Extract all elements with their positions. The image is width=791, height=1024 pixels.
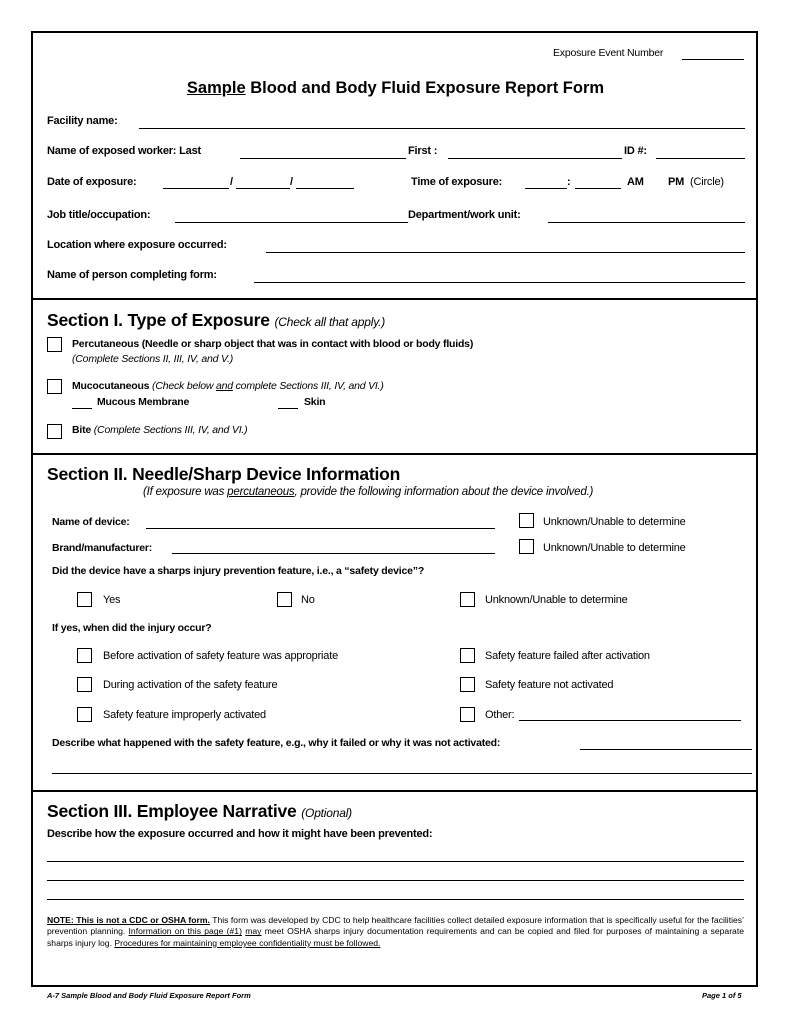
date-slash: / bbox=[230, 176, 233, 188]
mucocutaneous-note-a: (Check below bbox=[152, 380, 216, 392]
failed-after-activation-label: Safety feature failed after activation bbox=[485, 650, 650, 662]
am-option[interactable]: AM bbox=[627, 176, 644, 188]
mucocutaneous-note-and: and bbox=[215, 380, 233, 392]
other-checkbox[interactable] bbox=[460, 707, 475, 722]
form-title bbox=[0, 79, 791, 98]
title-sample-word: Sample bbox=[186, 79, 246, 97]
form-border bbox=[31, 31, 758, 987]
section3-title-text: Section III. Employee Narrative bbox=[47, 801, 297, 821]
device-name-field[interactable] bbox=[146, 528, 495, 529]
note-text-2: meet OSHA sharps injury documentation requirements and can be copied and filed for purposes of maintaining a separate sharps injury log. bbox=[47, 926, 744, 948]
job-title-field[interactable] bbox=[175, 222, 408, 223]
date-slash: / bbox=[290, 176, 293, 188]
date-month-field[interactable] bbox=[163, 188, 229, 189]
note-text-1: This form was developed by CDC to help healthcare facilities collect detailed exposure information that is specifically useful for the facilities’ prevention planning. bbox=[47, 915, 744, 937]
mucous-membrane-label: Mucous Membrane bbox=[97, 396, 190, 408]
section1-title bbox=[47, 310, 385, 331]
safety-unknown-label: Unknown/Unable to determine bbox=[485, 594, 628, 606]
worker-id-field[interactable] bbox=[656, 158, 745, 159]
department-field[interactable] bbox=[548, 222, 745, 223]
worker-id-label: ID #: bbox=[624, 145, 647, 157]
before-activation-label: Before activation of safety feature was appropriate bbox=[103, 650, 338, 662]
during-activation-checkbox[interactable] bbox=[77, 677, 92, 692]
pm-option[interactable]: PM bbox=[668, 176, 685, 188]
mucocutaneous-checkbox[interactable] bbox=[47, 379, 62, 394]
time-colon: : bbox=[567, 176, 571, 188]
safety-no-checkbox[interactable] bbox=[277, 592, 292, 607]
narrative-line-2[interactable] bbox=[47, 880, 744, 881]
safety-yes-label: Yes bbox=[103, 594, 121, 606]
narrative-line-3[interactable] bbox=[47, 899, 744, 900]
failed-after-activation-checkbox[interactable] bbox=[460, 648, 475, 663]
department-label: Department/work unit: bbox=[408, 209, 521, 221]
narrative-line-1[interactable] bbox=[47, 861, 744, 862]
bite-label bbox=[72, 424, 247, 436]
before-activation-checkbox[interactable] bbox=[77, 648, 92, 663]
mucocutaneous-label bbox=[72, 380, 384, 392]
date-of-exposure-label: Date of exposure: bbox=[47, 176, 137, 188]
bite-text: Bite bbox=[72, 424, 92, 436]
disclaimer-note bbox=[47, 915, 744, 949]
section3-title bbox=[47, 801, 352, 822]
safety-no-label: No bbox=[301, 594, 315, 606]
time-of-exposure-label: Time of exposure: bbox=[411, 176, 503, 188]
note-procedures: Procedures for maintaining employee confidentiality must be followed. bbox=[114, 937, 381, 948]
completer-name-label: Name of person completing form: bbox=[47, 269, 217, 281]
percutaneous-label: Percutaneous (Needle or sharp object that was in contact with blood or body fluids) bbox=[72, 338, 474, 350]
section2-intro-b: percutaneous bbox=[227, 486, 295, 498]
exposure-event-number-field[interactable] bbox=[682, 59, 744, 60]
bite-checkbox[interactable] bbox=[47, 424, 62, 439]
other-label: Other: bbox=[485, 709, 515, 721]
describe-safety-label: Describe what happened with the safety feature, e.g., why it failed or why it was not activated: bbox=[52, 737, 501, 749]
device-unknown-label: Unknown/Unable to determine bbox=[543, 516, 686, 528]
section2-intro bbox=[143, 486, 593, 498]
section1-title-text: Section I. Type of Exposure bbox=[47, 310, 270, 330]
title-rest: Blood and Body Fluid Exposure Report Form bbox=[245, 79, 605, 97]
safety-device-question: Did the device have a sharps injury prevention feature, i.e., a “safety device”? bbox=[52, 565, 425, 577]
describe-safety-field-line-2[interactable] bbox=[52, 773, 752, 774]
location-label: Location where exposure occurred: bbox=[47, 239, 227, 251]
brand-label: Brand/manufacturer: bbox=[52, 542, 153, 554]
location-field[interactable] bbox=[266, 252, 745, 253]
time-minute-field[interactable] bbox=[575, 188, 621, 189]
describe-safety-field[interactable] bbox=[580, 749, 752, 750]
section-divider bbox=[31, 453, 758, 455]
section-divider bbox=[31, 298, 758, 300]
section2-intro-a: (If exposure was bbox=[143, 486, 228, 498]
exposure-event-number-label: Exposure Event Number bbox=[553, 47, 664, 59]
other-field[interactable] bbox=[519, 720, 741, 721]
improperly-activated-checkbox[interactable] bbox=[77, 707, 92, 722]
worker-last-name-label: Name of exposed worker: Last bbox=[47, 145, 201, 157]
facility-name-field[interactable] bbox=[139, 128, 745, 129]
device-unknown-checkbox[interactable] bbox=[519, 513, 534, 528]
brand-unknown-label: Unknown/Unable to determine bbox=[543, 542, 686, 554]
device-name-label: Name of device: bbox=[52, 516, 130, 528]
when-injury-question: If yes, when did the injury occur? bbox=[52, 622, 212, 634]
footer-page-number: Page 1 of 5 bbox=[702, 991, 742, 1000]
section1-subtitle: (Check all that apply.) bbox=[274, 315, 386, 329]
section2-title: Section II. Needle/Sharp Device Information bbox=[47, 464, 401, 484]
bite-note: (Complete Sections III, IV, and VI.) bbox=[93, 424, 248, 436]
note-label: NOTE: This is not a CDC or OSHA form. bbox=[47, 915, 210, 925]
completer-name-field[interactable] bbox=[254, 282, 745, 283]
brand-field[interactable] bbox=[172, 553, 495, 554]
skin-label: Skin bbox=[304, 396, 326, 408]
section2-intro-c: , provide the following information about the device involved.) bbox=[294, 486, 594, 498]
skin-blank[interactable] bbox=[278, 408, 298, 409]
worker-first-name-field[interactable] bbox=[448, 158, 622, 159]
circle-instruction: (Circle) bbox=[690, 176, 724, 188]
time-hour-field[interactable] bbox=[525, 188, 567, 189]
safety-unknown-checkbox[interactable] bbox=[460, 592, 475, 607]
note-may: may bbox=[245, 926, 262, 937]
safety-yes-checkbox[interactable] bbox=[77, 592, 92, 607]
section3-optional: (Optional) bbox=[301, 806, 352, 820]
not-activated-checkbox[interactable] bbox=[460, 677, 475, 692]
narrative-prompt: Describe how the exposure occurred and how it might have been prevented: bbox=[47, 828, 433, 840]
mucocutaneous-note-b: complete Sections III, IV, and VI.) bbox=[232, 380, 384, 392]
not-activated-label: Safety feature not activated bbox=[485, 679, 614, 691]
date-day-field[interactable] bbox=[236, 188, 290, 189]
brand-unknown-checkbox[interactable] bbox=[519, 539, 534, 554]
footer-form-name: A-7 Sample Blood and Body Fluid Exposure Report Form bbox=[47, 991, 251, 1000]
improperly-activated-label: Safety feature improperly activated bbox=[103, 709, 266, 721]
job-title-label: Job title/occupation: bbox=[47, 209, 151, 221]
worker-last-name-field[interactable] bbox=[240, 158, 406, 159]
percutaneous-checkbox[interactable] bbox=[47, 337, 62, 352]
section-divider bbox=[31, 790, 758, 792]
percutaneous-note: (Complete Sections II, III, IV, and V.) bbox=[72, 353, 234, 365]
during-activation-label: During activation of the safety feature bbox=[103, 679, 278, 691]
facility-name-label: Facility name: bbox=[47, 115, 118, 127]
mucous-membrane-blank[interactable] bbox=[72, 408, 92, 409]
date-year-field[interactable] bbox=[296, 188, 354, 189]
worker-first-name-label: First : bbox=[408, 145, 438, 157]
mucocutaneous-text: Mucocutaneous bbox=[72, 380, 150, 392]
note-link: Information on this page (#1) bbox=[128, 926, 242, 937]
